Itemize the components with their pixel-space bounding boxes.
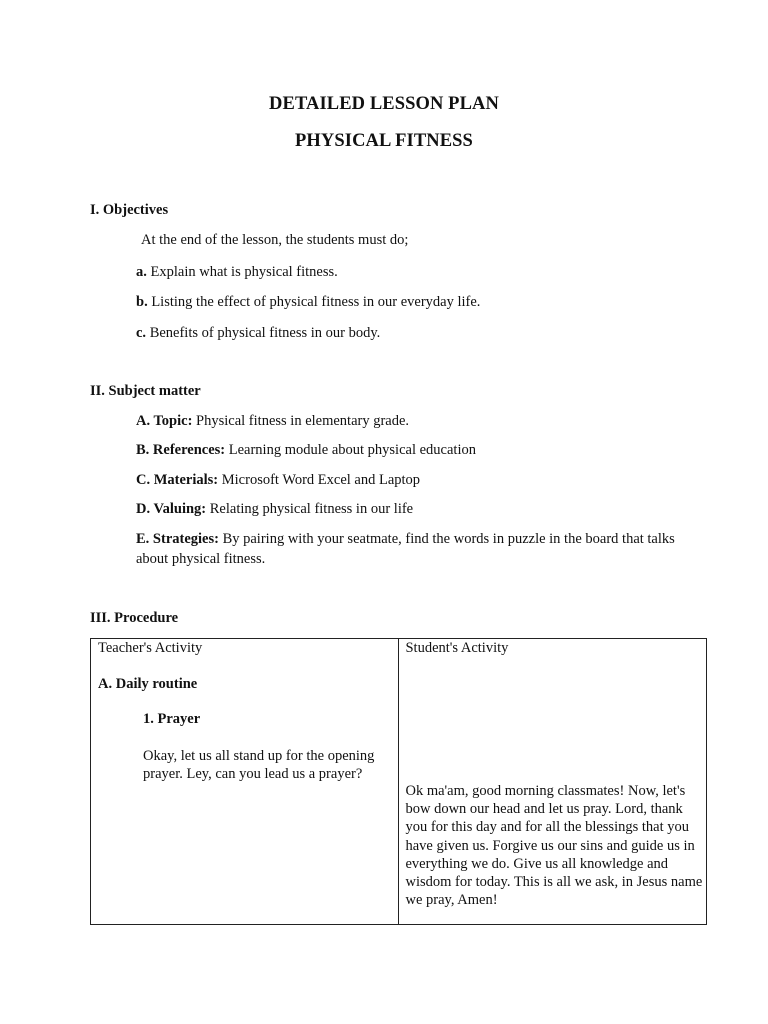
student-activity-header: Student's Activity — [405, 640, 509, 656]
objective-marker: a. — [136, 264, 147, 280]
daily-routine-heading: A. Daily routine — [98, 676, 198, 692]
objective-item-b — [136, 294, 480, 311]
student-activity-column — [399, 639, 707, 925]
objective-text: Listing the effect of physical fitness in our everyday life. — [147, 294, 481, 310]
subject-matter-heading: II. Subject matter — [90, 383, 201, 399]
procedure-table — [90, 638, 707, 925]
teacher-activity-column — [91, 639, 399, 925]
objective-text: Explain what is physical fitness. — [146, 264, 338, 280]
prayer-heading: 1. Prayer — [143, 711, 201, 727]
subject-text: Relating physical fitness in our life — [206, 501, 414, 517]
document-title: DETAILED LESSON PLAN — [269, 94, 499, 114]
subject-text: Microsoft Word Excel and Laptop — [218, 472, 421, 488]
objective-text: Benefits of physical fitness in our body. — [146, 325, 381, 341]
objective-marker: b. — [136, 294, 148, 310]
objectives-intro: At the end of the lesson, the students must do; — [141, 232, 409, 248]
objective-marker: c. — [136, 325, 147, 341]
teacher-prayer-text: Okay, let us all stand up for the opening prayer. Ley, can you lead us a prayer? — [143, 748, 375, 782]
document-subtitle: PHYSICAL FITNESS — [295, 131, 473, 151]
subject-text: Learning module about physical education — [225, 442, 476, 458]
procedure-heading: III. Procedure — [90, 610, 179, 626]
teacher-activity-header: Teacher's Activity — [98, 640, 203, 656]
subject-label: A. Topic: — [136, 413, 193, 429]
objective-item-c — [136, 325, 380, 342]
objective-item-a — [136, 264, 338, 281]
subject-label: B. References: — [136, 442, 226, 458]
subject-label: C. Materials: — [136, 472, 219, 488]
subject-text: Physical fitness in elementary grade. — [192, 413, 410, 429]
subject-text: By pairing with your seatmate, find the words in puzzle in the board that talks about physical fitness. — [136, 531, 675, 567]
student-prayer-text: Ok ma'am, good morning classmates! Now, let's bow down our head and let us pray. Lord, thank you for this day and for all the blessings that you have given us. Forgive us our sins and guide us in everything we do. Give us all knowledge and wisdom for today. This is all we ask, in Jesus name we pray, Amen! — [405, 783, 703, 909]
subject-item-topic — [136, 413, 409, 430]
subject-label: D. Valuing: — [136, 501, 207, 517]
subject-item-valuing — [136, 501, 413, 518]
subject-item-references — [136, 442, 476, 459]
subject-item-strategies — [136, 529, 676, 569]
subject-label: E. Strategies: — [136, 531, 219, 547]
subject-item-materials — [136, 472, 420, 489]
objectives-heading: I. Objectives — [90, 202, 169, 218]
